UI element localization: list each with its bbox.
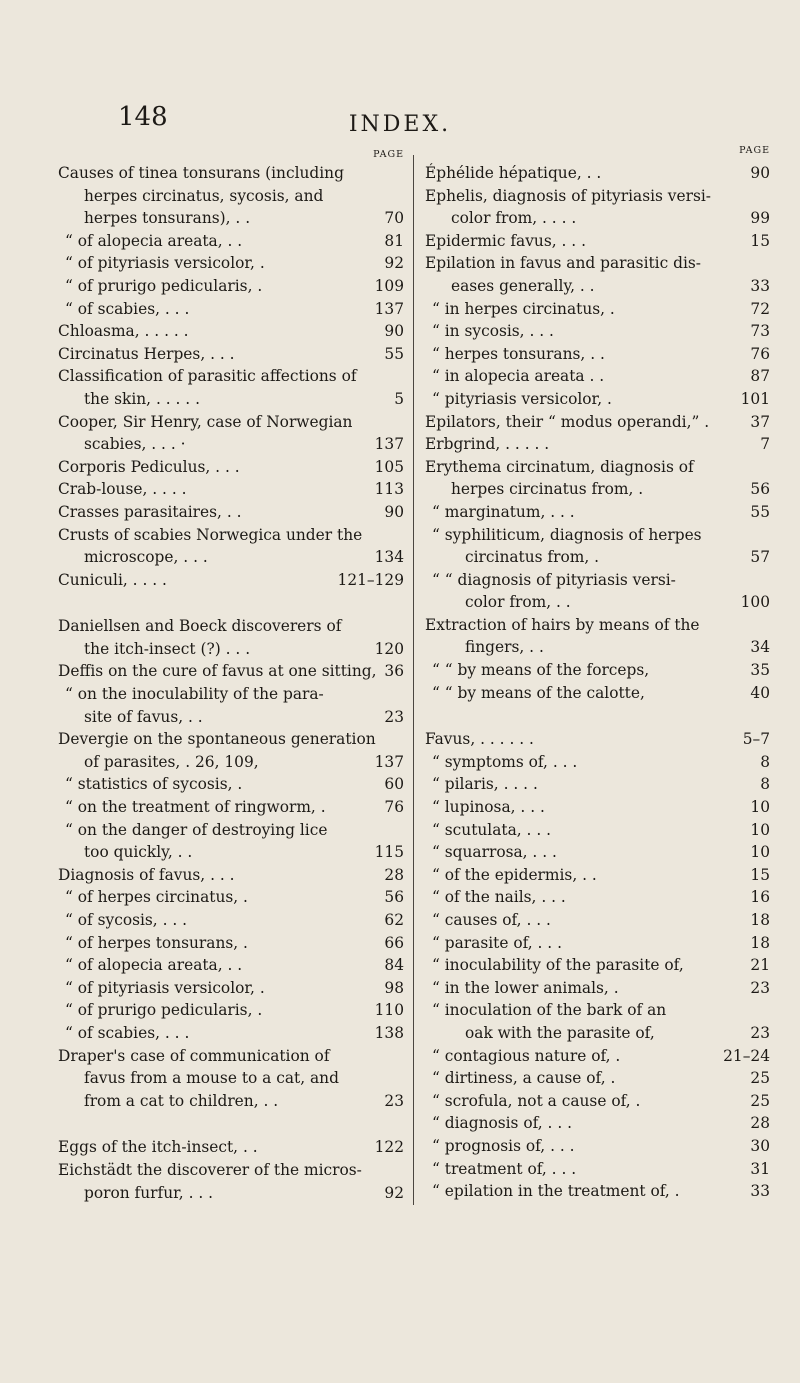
entry-text: “ in alopecia areata . .	[432, 367, 605, 386]
entry-page-ref: 105	[374, 457, 404, 476]
entry-page-ref: 84	[384, 956, 404, 975]
entry-text: “ on the inoculability of the para-	[65, 685, 324, 704]
index-entry	[58, 1022, 404, 1045]
entry-text: from a cat to children, . .	[84, 1091, 279, 1110]
entry-text: the skin, . . . . .	[84, 389, 200, 408]
entry-text: too quickly, . .	[84, 843, 193, 862]
index-entry	[425, 659, 770, 682]
index-entry	[425, 388, 770, 411]
entry-page-ref: 109	[374, 276, 404, 295]
entry-text: “ of pityriasis versicolor, .	[65, 978, 265, 997]
index-entry	[58, 569, 404, 592]
entry-text: “ of herpes tonsurans, .	[65, 933, 248, 952]
entry-page-ref: 137	[374, 299, 404, 318]
entry-page-ref: 16	[750, 888, 770, 907]
entry-text: “ of prurigo pedicularis, .	[65, 276, 263, 295]
entry-text: circinatus from, .	[465, 548, 600, 567]
index-entry	[58, 207, 404, 230]
entry-page-ref: 56	[384, 888, 404, 907]
entry-text: Draper's case of communication of	[58, 1046, 330, 1065]
index-entry	[425, 320, 770, 343]
entry-page-ref: 76	[750, 344, 770, 363]
entry-text: Deffis on the cure of favus at one sitting,	[58, 662, 377, 681]
index-entry	[425, 298, 770, 321]
entry-page-ref: 8	[760, 775, 770, 794]
index-entry	[425, 207, 770, 230]
index-entry	[425, 524, 770, 547]
index-entry	[58, 365, 404, 388]
entry-text: “ on the danger of destroying lice	[65, 820, 328, 839]
index-entry	[58, 751, 404, 774]
entry-text: scabies, . . . ·	[84, 435, 186, 454]
entry-page-ref: 5	[394, 389, 404, 408]
index-entry	[58, 638, 404, 661]
entry-page-ref: 90	[384, 502, 404, 521]
index-entry	[58, 819, 404, 842]
entry-text: “ symptoms of, . . .	[432, 752, 578, 771]
entry-text: Erbgrind, . . . . .	[425, 435, 550, 454]
index-entry	[425, 1112, 770, 1135]
index-entry	[425, 751, 770, 774]
entry-page-ref: 122	[374, 1138, 404, 1157]
entry-text: Erythema circinatum, diagnosis of	[425, 457, 694, 476]
index-entry	[58, 433, 404, 456]
entry-page-ref: 23	[384, 1091, 404, 1110]
index-entry	[58, 886, 404, 909]
entry-text: “ of prurigo pedicularis, .	[65, 1001, 263, 1020]
entry-page-ref: 10	[750, 798, 770, 817]
entry-page-ref: 87	[750, 367, 770, 386]
entry-text: “ of sycosis, . . .	[65, 911, 188, 929]
entry-page-ref: 23	[384, 707, 404, 726]
entry-text: Circinatus Herpes, . . .	[58, 344, 235, 363]
entry-text: color from, . . . .	[451, 209, 577, 228]
entry-page-ref: 37	[750, 412, 770, 431]
entry-text: “ “ by means of the forceps,	[432, 661, 650, 680]
entry-page-ref: 8	[760, 752, 770, 771]
index-entry	[425, 614, 770, 637]
entry-text: “ syphiliticum, diagnosis of herpes	[432, 525, 702, 544]
entry-text: Crusts of scabies Norwegica under the	[58, 525, 363, 544]
index-entry	[425, 1022, 770, 1045]
index-entry	[425, 252, 770, 275]
entry-text: “ pilaris, . . . .	[432, 775, 538, 794]
index-entry	[58, 728, 404, 751]
entry-page-ref: 33	[750, 276, 770, 295]
entry-text: “ squarrosa, . . .	[432, 843, 557, 862]
entry-text: “ of the nails, . . .	[432, 888, 566, 907]
index-entry	[425, 591, 770, 614]
entry-text: site of favus, . .	[84, 707, 203, 726]
index-entry	[58, 298, 404, 321]
entry-page-ref: 81	[384, 231, 404, 250]
entry-text: Chloasma, . . . . .	[58, 322, 189, 341]
index-entry	[58, 841, 404, 864]
index-entry	[58, 275, 404, 298]
entry-page-ref: 137	[374, 435, 404, 454]
index-entry	[58, 773, 404, 796]
page-column-label: PAGE	[739, 145, 770, 156]
entry-page-ref: 23	[750, 1023, 770, 1042]
entry-text: Daniellsen and Boeck discoverers of	[58, 617, 342, 636]
entry-text: “ contagious nature of, .	[432, 1046, 621, 1065]
entry-page-ref: 35	[750, 661, 770, 680]
index-entry	[58, 660, 404, 683]
entry-page-ref: 101	[740, 389, 770, 408]
entry-text: eases generally, . .	[451, 276, 595, 295]
entry-page-ref: 138	[374, 1023, 404, 1042]
index-entry	[425, 411, 770, 434]
index-entry	[58, 615, 404, 638]
index-entry	[425, 1158, 770, 1181]
entry-text: “ in herpes circinatus, .	[432, 299, 615, 318]
index-entry	[58, 1067, 404, 1090]
index-entry	[58, 1045, 404, 1068]
index-entry	[58, 706, 404, 729]
index-column-right	[425, 145, 770, 1203]
index-entry	[58, 864, 404, 887]
entry-page-ref: 30	[750, 1136, 770, 1155]
entry-page-ref: 73	[750, 322, 770, 341]
entry-page-ref: 34	[750, 638, 770, 657]
index-entry	[425, 1090, 770, 1113]
index-entry	[58, 1136, 404, 1159]
entry-page-ref: 110	[374, 1001, 404, 1020]
entry-text: oak with the parasite of,	[465, 1023, 655, 1042]
entry-text: “ treatment of, . . .	[432, 1159, 577, 1178]
index-entry	[58, 456, 404, 479]
entry-text: herpes circinatus, sycosis, and	[84, 186, 324, 205]
index-entry	[425, 999, 770, 1022]
entry-text: “ prognosis of, . . .	[432, 1136, 575, 1155]
index-entry	[58, 478, 404, 501]
index-entry	[58, 977, 404, 1000]
index-entry	[58, 343, 404, 366]
index-entry	[425, 841, 770, 864]
entry-page-ref: 99	[750, 209, 770, 228]
entry-page-ref: 10	[750, 843, 770, 862]
index-entry	[58, 388, 404, 411]
entry-text: Epilation in favus and parasitic dis-	[425, 254, 701, 273]
index-entry	[425, 1135, 770, 1158]
entry-page-ref: 18	[750, 933, 770, 952]
entry-page-ref: 92	[384, 1183, 404, 1202]
entry-text: favus from a mouse to a cat, and	[84, 1069, 339, 1088]
entry-page-ref: 120	[374, 639, 404, 658]
index-entry	[425, 886, 770, 909]
entry-text: Corporis Pediculus, . . .	[58, 457, 240, 476]
index-entry	[425, 433, 770, 456]
index-entry	[425, 932, 770, 955]
index-entry	[425, 796, 770, 819]
entry-text: of parasites, . 26, 109,	[84, 752, 259, 771]
entry-page-ref: 100	[740, 593, 770, 612]
index-entry	[425, 185, 770, 208]
index-entry	[425, 546, 770, 569]
entry-text: “ statistics of sycosis, .	[65, 775, 243, 794]
index-entry	[425, 636, 770, 659]
entry-text: Devergie on the spontaneous generation	[58, 730, 376, 749]
entry-text: “ of scabies, . . .	[65, 299, 190, 318]
entry-text: color from, . .	[465, 593, 571, 612]
entry-page-ref: 113	[374, 480, 404, 499]
entry-text: herpes tonsurans), . .	[84, 209, 251, 228]
entry-text: “ in sycosis, . . .	[432, 322, 554, 341]
entry-text: “ dirtiness, a cause of, .	[432, 1069, 616, 1088]
index-entry	[425, 569, 770, 592]
entry-page-ref: 98	[384, 978, 404, 997]
entry-text: “ “ diagnosis of pityriasis versi-	[432, 570, 676, 589]
entry-text: “ scrofula, not a cause of, .	[432, 1091, 641, 1110]
entry-text: fingers, . .	[465, 638, 544, 657]
running-head: INDEX.	[348, 112, 452, 137]
entry-page-ref: 33	[750, 1182, 770, 1201]
index-entry	[58, 320, 404, 343]
column-divider	[413, 155, 414, 1205]
index-entry	[425, 1067, 770, 1090]
entry-text: Favus, . . . . . .	[425, 730, 534, 749]
entry-text: “ of herpes circinatus, .	[65, 888, 248, 907]
index-entry	[425, 954, 770, 977]
index-entry	[58, 999, 404, 1022]
entry-text: Éphélide hépatique, . .	[425, 164, 602, 182]
entry-text: “ herpes tonsurans, . .	[432, 344, 605, 363]
entry-page-ref: 70	[384, 209, 404, 228]
entry-text: Diagnosis of favus, . . .	[58, 865, 235, 884]
index-entry	[58, 796, 404, 819]
entry-page-ref: 25	[750, 1069, 770, 1088]
entry-text: Cuniculi, . . . .	[58, 570, 167, 589]
entry-page-ref: 55	[384, 344, 404, 363]
index-entry	[425, 909, 770, 932]
index-entry	[58, 524, 404, 547]
index-entry	[425, 1045, 770, 1068]
entry-page-ref: 28	[750, 1114, 770, 1133]
entry-text: “ inoculability of the parasite of,	[432, 956, 684, 975]
index-entry	[58, 683, 404, 706]
index-entry	[425, 162, 770, 185]
entry-page-ref: 90	[384, 322, 404, 341]
entry-text: “ of alopecia areata, . .	[65, 231, 243, 250]
index-entries-right	[425, 162, 770, 1203]
entry-text: “ of pityriasis versicolor, .	[65, 254, 265, 273]
entry-page-ref: 21	[750, 956, 770, 975]
index-entry	[58, 932, 404, 955]
index-entry	[425, 819, 770, 842]
entry-page-ref: 7	[760, 435, 770, 454]
index-entry	[58, 1159, 404, 1182]
entry-page-ref: 36	[384, 662, 404, 681]
entry-page-ref: 134	[374, 548, 404, 567]
entry-page-ref: 66	[384, 933, 404, 952]
index-entry	[425, 728, 770, 751]
entry-text: “ diagnosis of, . . .	[432, 1114, 573, 1133]
entry-text: “ of alopecia areata, . .	[65, 956, 243, 975]
entry-text: the itch-insect (?) . . .	[84, 639, 251, 658]
index-entry	[58, 411, 404, 434]
entry-page-ref: 55	[750, 502, 770, 521]
index-entries-left	[58, 162, 404, 1204]
entry-text: “ inoculation of the bark of an	[432, 1001, 667, 1020]
entry-text: “ causes of, . . .	[432, 911, 551, 929]
entry-text: Crab-louse, . . . .	[58, 480, 187, 499]
index-entry	[425, 275, 770, 298]
entry-text: “ lupinosa, . . .	[432, 798, 545, 817]
index-entry	[425, 456, 770, 479]
entry-text: “ “ by means of the calotte,	[432, 683, 645, 702]
entry-page-ref: 10	[750, 820, 770, 839]
entry-page-ref: 62	[384, 911, 404, 929]
index-entry	[425, 864, 770, 887]
entry-page-ref: 31	[750, 1159, 770, 1178]
entry-text: “ scutulata, . . .	[432, 820, 551, 839]
entry-spacer	[425, 704, 770, 728]
entry-text: Ephelis, diagnosis of pityriasis versi-	[425, 186, 711, 205]
index-entry	[58, 909, 404, 932]
index-entry	[58, 185, 404, 208]
index-entry	[425, 682, 770, 705]
entry-text: herpes circinatus from, .	[451, 480, 644, 499]
entry-text: Epidermic favus, . . .	[425, 231, 586, 250]
index-entry	[58, 1182, 404, 1205]
page-column-label: PAGE	[373, 149, 404, 160]
page-number: 148	[118, 102, 168, 132]
index-entry	[425, 365, 770, 388]
index-entry	[425, 977, 770, 1000]
entry-text: Eggs of the itch-insect, . .	[58, 1138, 258, 1157]
index-entry	[58, 162, 404, 185]
index-entry	[425, 343, 770, 366]
index-entry	[58, 501, 404, 524]
entry-page-ref: 23	[750, 978, 770, 997]
index-entry	[58, 230, 404, 253]
index-column-left	[58, 148, 404, 1204]
index-entry	[58, 546, 404, 569]
index-entry	[425, 501, 770, 524]
entry-text: “ marginatum, . . .	[432, 502, 575, 521]
entry-page-ref: 25	[750, 1091, 770, 1110]
entry-text: “ pityriasis versicolor, .	[432, 389, 612, 408]
entry-page-ref: 57	[750, 548, 770, 567]
entry-text: Classification of parasitic affections of	[58, 367, 357, 386]
entry-spacer	[58, 591, 404, 615]
entry-page-ref: 15	[750, 231, 770, 250]
index-entry	[58, 954, 404, 977]
entry-page-ref: 92	[384, 254, 404, 273]
entry-page-ref: 5–7	[742, 730, 770, 749]
entry-page-ref: 121–129	[337, 570, 404, 589]
entry-page-ref: 18	[750, 911, 770, 929]
entry-page-ref: 137	[374, 752, 404, 771]
index-entry	[425, 478, 770, 501]
entry-text: “ in the lower animals, .	[432, 978, 619, 997]
entry-page-ref: 76	[384, 798, 404, 817]
entry-text: “ parasite of, . . .	[432, 933, 562, 952]
index-entry	[425, 230, 770, 253]
entry-text: Eichstädt the discoverer of the micros-	[58, 1160, 362, 1179]
entry-text: Epilators, their “ modus operandi,” .	[425, 412, 710, 431]
entry-text: Extraction of hairs by means of the	[425, 615, 700, 634]
entry-text: microscope, . . .	[84, 548, 208, 567]
entry-text: “ of the epidermis, . .	[432, 865, 597, 884]
entry-page-ref: 21–24	[723, 1046, 770, 1065]
index-entry	[425, 773, 770, 796]
entry-text: poron furfur, . . .	[84, 1183, 214, 1202]
entry-spacer	[58, 1112, 404, 1136]
entry-page-ref: 60	[384, 775, 404, 794]
entry-text: “ of scabies, . . .	[65, 1023, 190, 1042]
entry-page-ref: 115	[374, 843, 404, 862]
entry-page-ref: 56	[750, 480, 770, 499]
entry-text: Crasses parasitaires, . .	[58, 502, 242, 521]
entry-page-ref: 90	[750, 164, 770, 182]
entry-page-ref: 40	[750, 683, 770, 702]
index-entry	[425, 1180, 770, 1203]
entry-text: Causes of tinea tonsurans (including	[58, 164, 344, 182]
entry-page-ref: 15	[750, 865, 770, 884]
index-entry	[58, 1090, 404, 1113]
entry-text: Cooper, Sir Henry, case of Norwegian	[58, 412, 353, 431]
index-entry	[58, 252, 404, 275]
entry-page-ref: 28	[384, 865, 404, 884]
entry-text: “ epilation in the treatment of, .	[432, 1182, 680, 1201]
entry-page-ref: 72	[750, 299, 770, 318]
entry-text: “ on the treatment of ringworm, .	[65, 798, 326, 817]
